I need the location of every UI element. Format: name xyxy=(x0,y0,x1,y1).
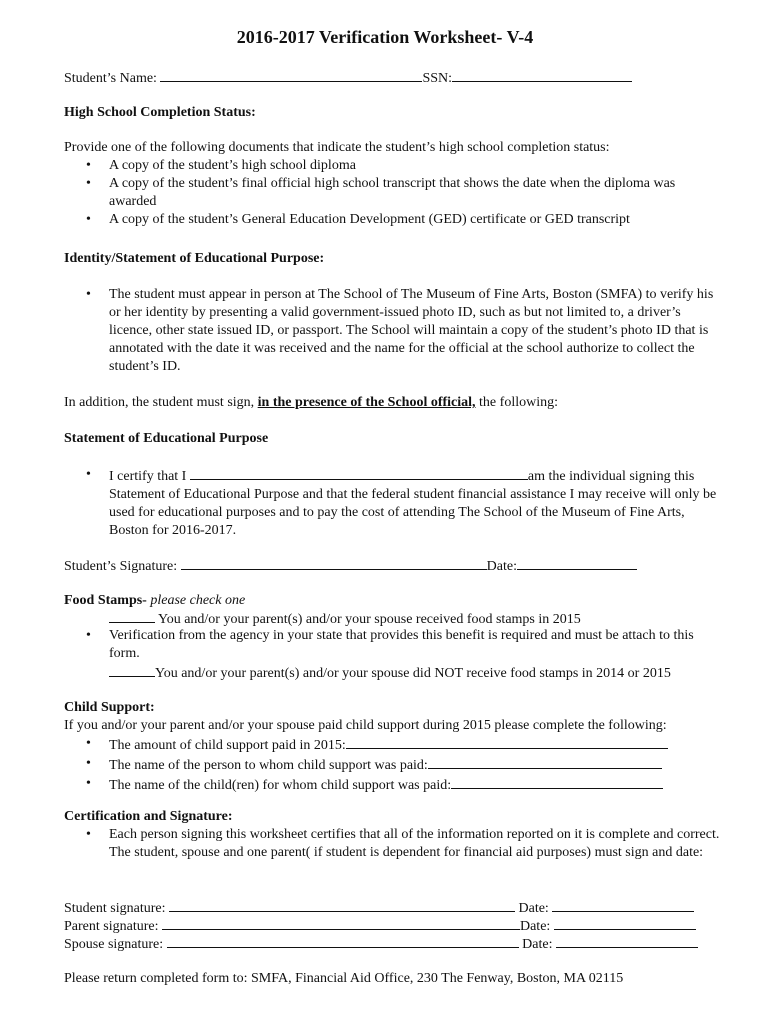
student-sig-label: Student signature: xyxy=(64,901,169,916)
food-note: please check one xyxy=(146,593,246,608)
date-label: Date: xyxy=(515,901,553,916)
return-instructions: Please return completed form to: SMFA, Financial Aid Office, 230 The Fenway, Boston, MA 02115 xyxy=(64,971,624,986)
ssn-label: SSN: xyxy=(422,71,453,86)
child-intro: If you and/or your parent and/or your spouse paid child support during 2015 please complete the following: xyxy=(64,718,667,733)
child-support-payee-field[interactable] xyxy=(428,755,662,769)
student-signature-label: Student’s Signature: xyxy=(64,559,181,574)
bullet-icon: • xyxy=(86,736,91,751)
student-signature-date-field[interactable] xyxy=(517,556,637,570)
food-heading-row xyxy=(64,592,724,610)
food-heading: Food Stamps- xyxy=(64,593,147,608)
bullet-icon: • xyxy=(86,176,91,191)
certify-name-field[interactable] xyxy=(190,466,528,480)
student-signature-row xyxy=(64,556,724,576)
student-name-ssn-row xyxy=(64,68,724,88)
bullet-icon: • xyxy=(86,467,91,482)
hs-intro: Provide one of the following documents that indicate the student’s high school completion status: xyxy=(64,140,610,155)
list-item: • The student must appear in person at The School of The Museum of Fine Arts, Boston (SMFA) to verify his or her identity by presenting a valid government-issued photo ID, such as but not limited to, a driver’s licence, other state issued ID, or passport. The School will maintain a copy of the student’s photo ID that is annotated with the date it was received and the name for the official at the school authorize to collect the student’s ID. xyxy=(86,287,714,374)
student-name-field[interactable] xyxy=(160,68,422,82)
food-list xyxy=(64,627,724,663)
food-option-not-received: You and/or your parent(s) and/or your spouse did NOT receive food stamps in 2014 or 2015 xyxy=(109,663,724,683)
child-list xyxy=(64,735,724,795)
date-label: Date: xyxy=(518,937,556,952)
parent-sig-label: Parent signature: xyxy=(64,919,162,934)
spouse-sig-label: Spouse signature: xyxy=(64,937,167,952)
cert-heading: Certification and Signature: xyxy=(64,809,233,824)
bullet-icon: • xyxy=(86,756,91,771)
hs-list xyxy=(64,157,724,229)
student-sig-field[interactable] xyxy=(169,898,515,912)
student-sig-row xyxy=(64,898,724,918)
list-item: • A copy of the student’s General Education Development (GED) certificate or GED transcript xyxy=(86,212,630,227)
identity-addition: In addition, the student must sign, in the presence of the School official, the following: xyxy=(64,395,558,410)
page-title: 2016-2017 Verification Worksheet- V-4 xyxy=(236,27,534,47)
spouse-sig-date-field[interactable] xyxy=(556,934,698,948)
bullet-icon: • xyxy=(86,158,91,173)
list-item: • A copy of the student’s high school diploma xyxy=(86,158,356,173)
list-item: • The name of the person to whom child support was paid: xyxy=(64,755,724,775)
sep-list xyxy=(64,466,724,540)
list-item: • The amount of child support paid in 2015: xyxy=(64,735,724,755)
food-received-check-field[interactable] xyxy=(109,609,155,623)
list-item: • The name of the child(ren) for whom child support was paid: xyxy=(64,775,724,795)
bullet-icon: • xyxy=(86,827,91,842)
sep-heading: Statement of Educational Purpose xyxy=(64,431,269,446)
cert-list xyxy=(64,826,724,862)
identity-heading: Identity/Statement of Educational Purpose: xyxy=(64,251,325,266)
student-signature-field[interactable] xyxy=(181,556,487,570)
spouse-sig-field[interactable] xyxy=(167,934,519,948)
presence-emphasis: in the presence of the School official, xyxy=(257,395,476,410)
bullet-icon: • xyxy=(86,287,91,302)
list-item: • I certify that I am the individual signing this Statement of Educational Purpose and that the federal student financial assistance I may receive will only be used for educational purposes and to pay the cost of attending The School of the Museum of Fine Arts, Boston for 2016-2017. xyxy=(86,467,717,538)
food-option-received: You and/or your parent(s) and/or your spouse received food stamps in 2015 xyxy=(109,609,724,629)
food-not-received-check-field[interactable] xyxy=(109,663,155,677)
list-item: • Each person signing this worksheet certifies that all of the information reported on it is complete and correct. The student, spouse and one parent( if student is dependent for financial aid purposes) must sign and date: xyxy=(86,827,720,860)
child-heading: Child Support: xyxy=(64,700,155,715)
child-support-children-field[interactable] xyxy=(451,775,663,789)
spouse-sig-row xyxy=(64,934,724,954)
hs-heading: High School Completion Status: xyxy=(64,105,256,120)
list-item: • A copy of the student’s final official high school transcript that shows the date when the diploma was awarded xyxy=(86,176,676,209)
ssn-field[interactable] xyxy=(452,68,632,82)
parent-sig-row xyxy=(64,916,724,936)
bullet-icon: • xyxy=(86,628,91,643)
parent-sig-field[interactable] xyxy=(162,916,520,930)
bullet-icon: • xyxy=(86,776,91,791)
date-label: Date: xyxy=(486,559,517,574)
bullet-icon: • xyxy=(86,212,91,227)
child-support-amount-field[interactable] xyxy=(346,735,668,749)
student-name-label: Student’s Name: xyxy=(64,71,157,86)
student-sig-date-field[interactable] xyxy=(552,898,694,912)
identity-list xyxy=(64,286,724,376)
parent-sig-date-field[interactable] xyxy=(554,916,696,930)
list-item: • Verification from the agency in your state that provides this benefit is required and must be attach to this form. xyxy=(86,628,694,661)
date-label: Date: xyxy=(519,919,554,934)
